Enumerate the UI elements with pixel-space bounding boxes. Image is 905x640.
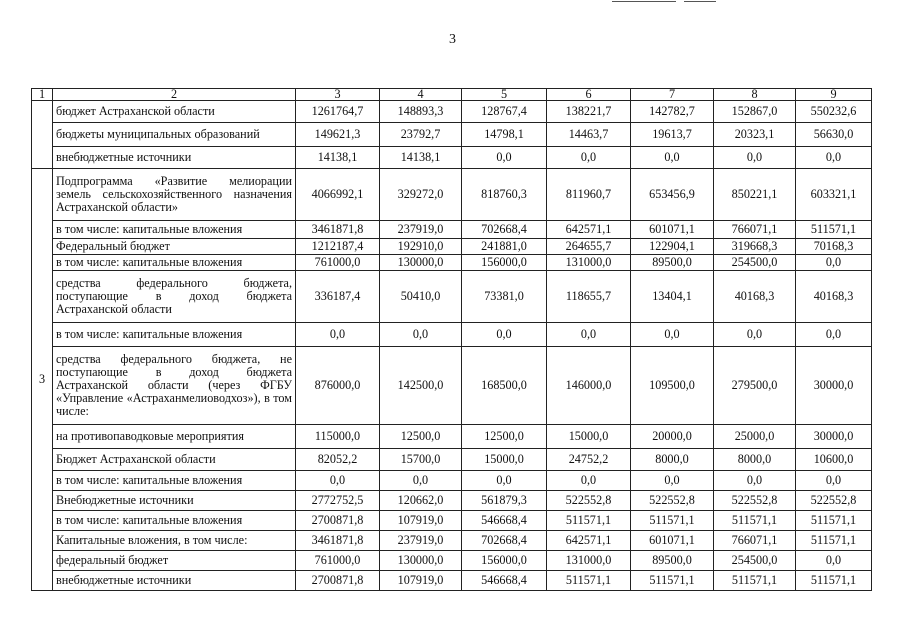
- value-cell: 0,0: [380, 471, 462, 491]
- row-label: в том числе: капитальные вложения: [53, 471, 296, 491]
- value-cell: 14138,1: [380, 147, 462, 169]
- value-cell: 130000,0: [380, 255, 462, 271]
- row-label: внебюджетные источники: [53, 147, 296, 169]
- value-cell: 511571,1: [547, 511, 631, 531]
- value-cell: 15000,0: [462, 449, 547, 471]
- value-cell: 766071,1: [714, 531, 796, 551]
- value-cell: 152867,0: [714, 101, 796, 123]
- value-cell: 131000,0: [547, 255, 631, 271]
- value-cell: 156000,0: [462, 255, 547, 271]
- table-row: [32, 425, 872, 449]
- value-cell: 156000,0: [462, 551, 547, 571]
- value-cell: 130000,0: [380, 551, 462, 571]
- value-cell: 511571,1: [796, 571, 872, 591]
- value-cell: 120662,0: [380, 491, 462, 511]
- value-cell: 2700871,8: [296, 571, 380, 591]
- value-cell: 0,0: [462, 147, 547, 169]
- value-cell: 118655,7: [547, 271, 631, 323]
- value-cell: 19613,7: [631, 123, 714, 147]
- value-cell: 0,0: [462, 323, 547, 347]
- value-cell: 0,0: [631, 471, 714, 491]
- value-cell: 511571,1: [631, 511, 714, 531]
- value-cell: 254500,0: [714, 255, 796, 271]
- value-cell: 511571,1: [547, 571, 631, 591]
- header-cell: 1: [32, 89, 53, 101]
- value-cell: 0,0: [714, 147, 796, 169]
- row-label: внебюджетные источники: [53, 571, 296, 591]
- value-cell: 818760,3: [462, 169, 547, 221]
- value-cell: 0,0: [796, 471, 872, 491]
- value-cell: 0,0: [714, 471, 796, 491]
- value-cell: 601071,1: [631, 221, 714, 239]
- value-cell: 811960,7: [547, 169, 631, 221]
- value-cell: 2772752,5: [296, 491, 380, 511]
- value-cell: 511571,1: [796, 221, 872, 239]
- value-cell: 522552,8: [796, 491, 872, 511]
- value-cell: 642571,1: [547, 531, 631, 551]
- value-cell: 56630,0: [796, 123, 872, 147]
- value-cell: 601071,1: [631, 531, 714, 551]
- value-cell: 192910,0: [380, 239, 462, 255]
- value-cell: 73381,0: [462, 271, 547, 323]
- header-cell: 8: [714, 89, 796, 101]
- value-cell: 70168,3: [796, 239, 872, 255]
- row-label: Федеральный бюджет: [53, 239, 296, 255]
- value-cell: 107919,0: [380, 511, 462, 531]
- table-row: [32, 347, 872, 425]
- value-cell: 3461871,8: [296, 531, 380, 551]
- value-cell: 12500,0: [380, 425, 462, 449]
- value-cell: 15700,0: [380, 449, 462, 471]
- value-cell: 168500,0: [462, 347, 547, 425]
- table-row: [32, 271, 872, 323]
- value-cell: 702668,4: [462, 221, 547, 239]
- value-cell: 12500,0: [462, 425, 547, 449]
- value-cell: 241881,0: [462, 239, 547, 255]
- value-cell: 237919,0: [380, 221, 462, 239]
- value-cell: 603321,1: [796, 169, 872, 221]
- value-cell: 653456,9: [631, 169, 714, 221]
- value-cell: 522552,8: [547, 491, 631, 511]
- table-row: [32, 551, 872, 571]
- budget-table: [31, 88, 872, 591]
- value-cell: 0,0: [631, 323, 714, 347]
- value-cell: 148893,3: [380, 101, 462, 123]
- table-row: [32, 147, 872, 169]
- row-label: Подпрограмма «Развитие мелиорации земель сельскохозяйственного назначения Астраханской области»: [53, 169, 296, 221]
- value-cell: 8000,0: [631, 449, 714, 471]
- value-cell: 40168,3: [796, 271, 872, 323]
- value-cell: 146000,0: [547, 347, 631, 425]
- value-cell: 546668,4: [462, 571, 547, 591]
- value-cell: 15000,0: [547, 425, 631, 449]
- table-row: [32, 255, 872, 271]
- value-cell: 0,0: [462, 471, 547, 491]
- value-cell: 142782,7: [631, 101, 714, 123]
- row-number-cell: [32, 101, 53, 169]
- scan-top-marks: [612, 0, 716, 4]
- header-cell: 6: [547, 89, 631, 101]
- value-cell: 279500,0: [714, 347, 796, 425]
- row-label: Бюджет Астраханской области: [53, 449, 296, 471]
- table-row: [32, 491, 872, 511]
- row-label: в том числе: капитальные вложения: [53, 323, 296, 347]
- table-row: [32, 169, 872, 221]
- row-label: Внебюджетные источники: [53, 491, 296, 511]
- value-cell: 30000,0: [796, 425, 872, 449]
- value-cell: 546668,4: [462, 511, 547, 531]
- value-cell: 254500,0: [714, 551, 796, 571]
- row-label: в том числе: капитальные вложения: [53, 221, 296, 239]
- value-cell: 138221,7: [547, 101, 631, 123]
- value-cell: 109500,0: [631, 347, 714, 425]
- value-cell: 1261764,7: [296, 101, 380, 123]
- value-cell: 0,0: [796, 323, 872, 347]
- value-cell: 89500,0: [631, 551, 714, 571]
- table-row: [32, 571, 872, 591]
- value-cell: 761000,0: [296, 255, 380, 271]
- page-number: 3: [449, 32, 456, 47]
- value-cell: 1212187,4: [296, 239, 380, 255]
- value-cell: 0,0: [547, 323, 631, 347]
- value-cell: 336187,4: [296, 271, 380, 323]
- value-cell: 511571,1: [631, 571, 714, 591]
- header-cell: 7: [631, 89, 714, 101]
- value-cell: 264655,7: [547, 239, 631, 255]
- value-cell: 329272,0: [380, 169, 462, 221]
- value-cell: 561879,3: [462, 491, 547, 511]
- value-cell: 702668,4: [462, 531, 547, 551]
- value-cell: 89500,0: [631, 255, 714, 271]
- value-cell: 4066992,1: [296, 169, 380, 221]
- value-cell: 522552,8: [631, 491, 714, 511]
- value-cell: 0,0: [796, 551, 872, 571]
- table-row: [32, 449, 872, 471]
- value-cell: 850221,1: [714, 169, 796, 221]
- table-row: [32, 531, 872, 551]
- value-cell: 237919,0: [380, 531, 462, 551]
- value-cell: 107919,0: [380, 571, 462, 591]
- value-cell: 0,0: [796, 147, 872, 169]
- row-label: средства федерального бюджета, не поступающие в доход бюджета Астраханской области (через ФГБУ «Управление «Астраханмелиоводхоз»), в том числе:: [53, 347, 296, 425]
- value-cell: 20323,1: [714, 123, 796, 147]
- header-cell: 3: [296, 89, 380, 101]
- value-cell: 0,0: [631, 147, 714, 169]
- value-cell: 2700871,8: [296, 511, 380, 531]
- value-cell: 550232,6: [796, 101, 872, 123]
- value-cell: 82052,2: [296, 449, 380, 471]
- table-row: [32, 221, 872, 239]
- value-cell: 511571,1: [714, 571, 796, 591]
- header-cell: 2: [53, 89, 296, 101]
- value-cell: 20000,0: [631, 425, 714, 449]
- value-cell: 131000,0: [547, 551, 631, 571]
- row-label: бюджет Астраханской области: [53, 101, 296, 123]
- value-cell: 8000,0: [714, 449, 796, 471]
- value-cell: 25000,0: [714, 425, 796, 449]
- value-cell: 23792,7: [380, 123, 462, 147]
- row-label: бюджеты муниципальных образований: [53, 123, 296, 147]
- value-cell: 642571,1: [547, 221, 631, 239]
- value-cell: 122904,1: [631, 239, 714, 255]
- value-cell: 766071,1: [714, 221, 796, 239]
- value-cell: 876000,0: [296, 347, 380, 425]
- value-cell: 522552,8: [714, 491, 796, 511]
- row-label: на противопаводковые мероприятия: [53, 425, 296, 449]
- value-cell: 3461871,8: [296, 221, 380, 239]
- value-cell: 511571,1: [796, 531, 872, 551]
- value-cell: 30000,0: [796, 347, 872, 425]
- value-cell: 511571,1: [714, 511, 796, 531]
- row-label: Капитальные вложения, в том числе:: [53, 531, 296, 551]
- header-cell: 4: [380, 89, 462, 101]
- row-label: в том числе: капитальные вложения: [53, 511, 296, 531]
- value-cell: 13404,1: [631, 271, 714, 323]
- value-cell: 0,0: [296, 323, 380, 347]
- value-cell: 40168,3: [714, 271, 796, 323]
- row-label: средства федерального бюджета, поступающие в доход бюджета Астраханской области: [53, 271, 296, 323]
- value-cell: 14798,1: [462, 123, 547, 147]
- value-cell: 142500,0: [380, 347, 462, 425]
- value-cell: 14463,7: [547, 123, 631, 147]
- header-row: [32, 89, 872, 101]
- table-row: [32, 511, 872, 531]
- value-cell: 0,0: [547, 147, 631, 169]
- table-row: [32, 239, 872, 255]
- header-cell: 5: [462, 89, 547, 101]
- header-cell: 9: [796, 89, 872, 101]
- value-cell: 24752,2: [547, 449, 631, 471]
- table-row: [32, 101, 872, 123]
- table-row: [32, 471, 872, 491]
- value-cell: 14138,1: [296, 147, 380, 169]
- value-cell: 0,0: [547, 471, 631, 491]
- value-cell: 0,0: [380, 323, 462, 347]
- value-cell: 511571,1: [796, 511, 872, 531]
- row-label: в том числе: капитальные вложения: [53, 255, 296, 271]
- value-cell: 0,0: [296, 471, 380, 491]
- value-cell: 115000,0: [296, 425, 380, 449]
- value-cell: 0,0: [714, 323, 796, 347]
- table-row: [32, 123, 872, 147]
- value-cell: 0,0: [796, 255, 872, 271]
- table-row: [32, 323, 872, 347]
- value-cell: 128767,4: [462, 101, 547, 123]
- section-number: 3: [32, 169, 53, 591]
- value-cell: 50410,0: [380, 271, 462, 323]
- value-cell: 10600,0: [796, 449, 872, 471]
- value-cell: 149621,3: [296, 123, 380, 147]
- value-cell: 761000,0: [296, 551, 380, 571]
- value-cell: 319668,3: [714, 239, 796, 255]
- row-label: федеральный бюджет: [53, 551, 296, 571]
